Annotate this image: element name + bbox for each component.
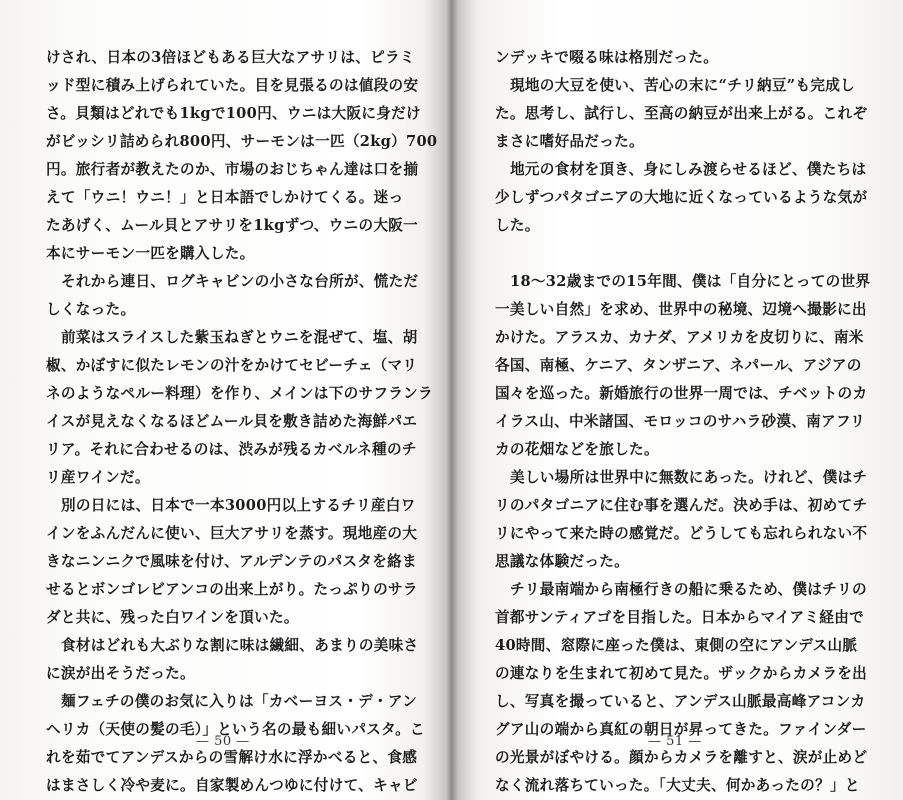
text-line: まさに嗜好品だった。	[495, 133, 644, 150]
blank-line	[495, 240, 857, 268]
text-line: ンデッキで啜る味は格別だった。	[495, 49, 719, 66]
text-line: なく流れ落ちていった。「大丈夫、何かあったの？」と	[495, 777, 860, 794]
text-line: 前菜はスライスした紫玉ねぎとウニを混ぜて、塩、胡	[61, 329, 418, 346]
text-line: はまさしく冷や麦に。自家製めんつゆに付けて、キャビ	[46, 777, 418, 794]
text-line: インをふんだんに使い、巨大アサリを蒸す。現地産の大	[46, 525, 418, 542]
text-line: たあげく、ムール貝とアサリを1kgずつ、ウニの大阪一	[46, 217, 419, 234]
text-line: きなニンニクで風味を付け、アルデンテのパスタを絡ま	[46, 553, 417, 570]
text-line: 地元の食材を頂き、身にしみ渡らせるほど、僕たちは	[510, 161, 867, 178]
right-page	[495, 44, 871, 800]
text-line: ッド型に積み上げられていた。目を見張るのは値段の安	[46, 77, 419, 94]
text-line: 現地の大豆を使い、苦心の末に“チリ納豆”も完成し	[510, 77, 856, 94]
text-line: 各国、南極、ケニア、タンザニア、ネパール、アジアの	[495, 357, 862, 374]
text-line: リにやって来た時の感覚だ。どうしても忘れられない不	[495, 525, 868, 542]
text-line: 円。旅行者が教えたのか、市場のおじちゃん達は口を揃	[46, 161, 419, 178]
text-line: チリ最南端から南極行きの船に乗るため、僕はチリの	[510, 581, 867, 598]
text-line: の連なりを生まれて初めて見た。ザックからカメラを出	[495, 665, 868, 682]
text-line: 一美しい自然」を求め、世界中の秘境、辺境へ撮影に出	[495, 301, 867, 318]
text-line: カの花畑などを旅した。	[495, 441, 659, 458]
text-line: 食材はどれも大ぶりな割に味は繊細、あまりの美味さ	[61, 637, 419, 654]
text-line: 別の日には、日本で一本3000円以上するチリ産白ワ	[61, 497, 416, 514]
page-number-right: — 51 —	[648, 734, 702, 749]
text-line: ヘリカ（天使の髪の毛）」という名の最も細いパスタ。こ	[46, 721, 425, 738]
text-line: し、写真を撮っていると、アンデス山脈最高峰アコンカ	[495, 693, 866, 710]
text-line: 国々を巡った。新婚旅行の世界一周では、チベットのカ	[495, 385, 868, 402]
text-line: せるとボンゴレビアンコの出来上がり。たっぷりのサラ	[46, 581, 418, 598]
text-line: イラス山、中米諸国、モロッコのサハラ砂漠、南アフリ	[495, 413, 866, 430]
text-line: えて「ウニ！ウニ！」と日本語でしかけてくる。迷っ	[46, 189, 404, 206]
text-line: 本にサーモン一匹を購入した。	[46, 245, 255, 262]
text-line: さ。貝類はどれでも1kgで100円、ウニは大阪に身だけ	[46, 105, 421, 122]
text-line: した。	[495, 217, 540, 234]
text-line: 美しい場所は世界中に無数にあった。けれど、僕はチ	[510, 469, 868, 486]
text-line: 思議な体験だった。	[495, 553, 630, 570]
text-line: 少しずつパタゴニアの大地に近くなっているような気が	[495, 189, 868, 206]
text-line: 40時間、窓際に座った僕は、東側の空にアンデス山脈	[495, 637, 858, 654]
text-line: グア山の端から真紅の朝日が昇ってきた。ファインダー	[495, 721, 867, 738]
text-line: ダと共に、残った白ワインを頂いた。	[46, 609, 299, 626]
text-line: れを茹でてアンデスからの雪解け水に浮かべると、食感	[46, 749, 418, 766]
text-line: それから連日、ログキャビンの小さな台所が、慌ただ	[61, 273, 419, 290]
text-line: リ産ワインだ。	[46, 469, 150, 486]
text-line: リア。それに合わせるのは、渋みが残るカベルネ種のチ	[46, 441, 417, 458]
text-line: しくなった。	[46, 301, 136, 318]
text-line: がビッシリ詰められ800円、サーモンは一匹（2kg）700	[46, 133, 438, 150]
page-number-left: — 50 —	[196, 734, 250, 749]
text-line: リのパタゴニアに住む事を選んだ。決め手は、初めてチ	[495, 497, 868, 514]
text-line: けされ、日本の3倍ほどもある巨大なアサリは、ピラミ	[46, 49, 415, 66]
text-line: た。思考し、試行し、至高の納豆が出来上がる。これぞ	[495, 105, 868, 122]
text-line: に涙が出そうだった。	[46, 665, 195, 682]
text-line: 首都サンティアゴを目指した。日本からマイアミ経由で	[495, 609, 864, 626]
text-line: 麺フェチの僕のお気に入りは「カベーヨス・デ・アン	[61, 693, 418, 710]
left-page	[46, 44, 438, 800]
text-line: イスが見えなくなるほどムール貝を敷き詰めた海鮮パエ	[46, 413, 418, 430]
text-line: ネのようなペルー料理）を作り、メインは下のサフランラ	[46, 385, 433, 402]
text-line: 椒、かぼすに似たレモンの汁をかけてセビーチェ（マリ	[46, 357, 418, 374]
text-line: の光景がぼやける。顔からカメラを離すと、涙が止めど	[495, 749, 868, 766]
text-line: 18〜32歳までの15年間、僕は「自分にとっての世界	[510, 273, 871, 290]
text-line: かけた。アラスカ、カナダ、アメリカを皮切りに、南米	[495, 329, 864, 346]
